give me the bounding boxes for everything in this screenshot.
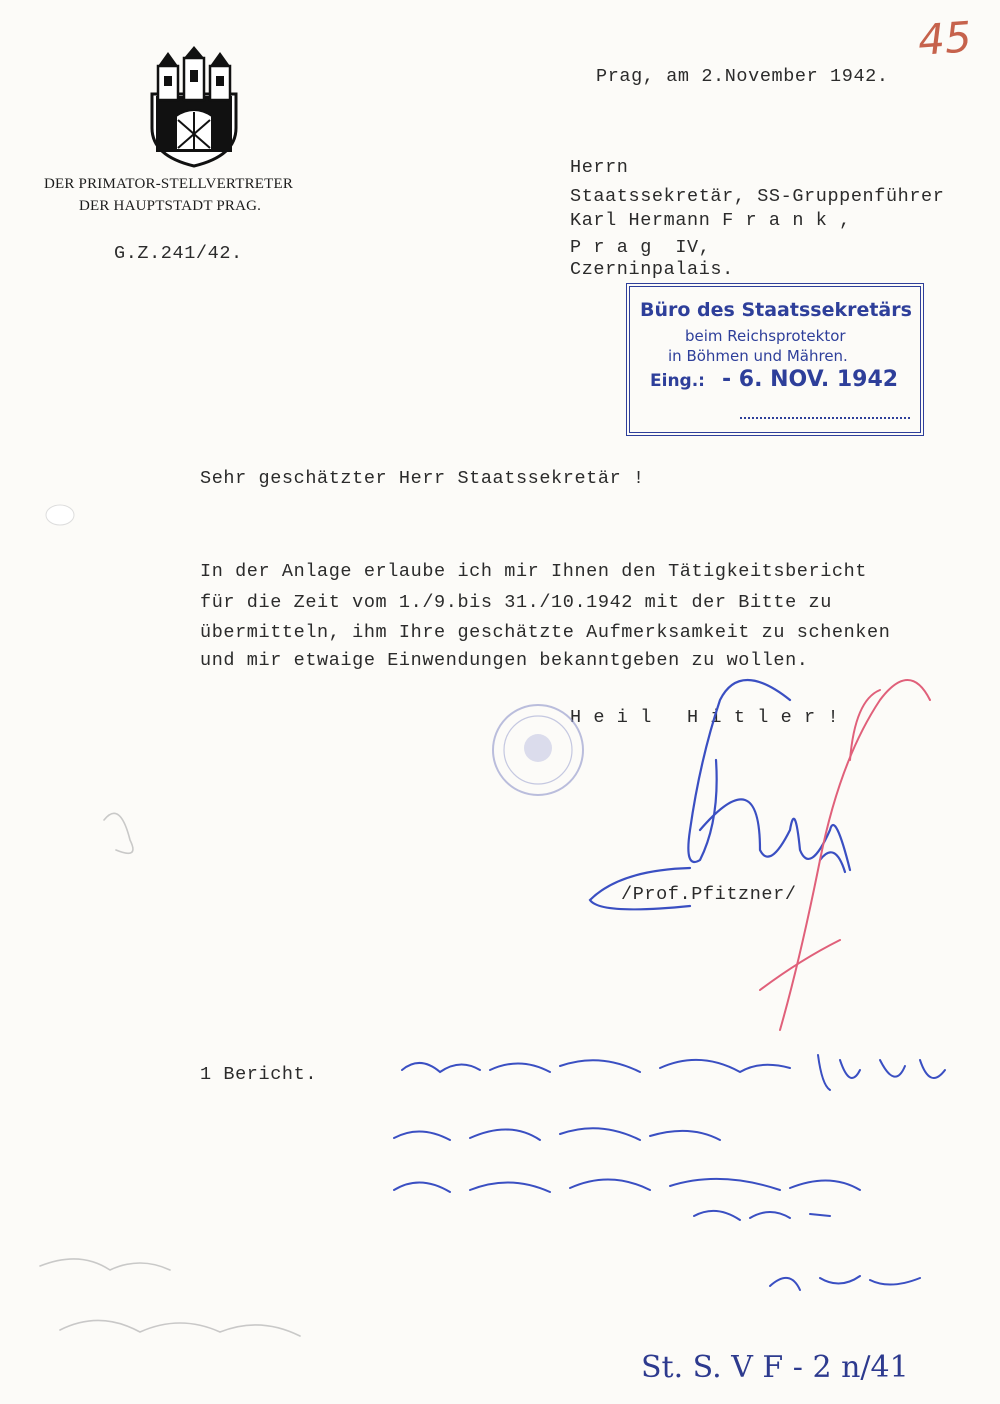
recipient-title: Staatssekretär, SS-Gruppenführer [570,186,945,207]
received-stamp [626,283,924,436]
punch-hole-icon [46,505,74,525]
reference-number: G.Z.241/42. [114,243,243,264]
date-line: Prag, am 2.November 1942. [596,66,889,87]
signer-name: /Prof.Pfitzner/ [621,884,797,905]
stamp-authority: beim Reichsprotektor [685,327,846,345]
recipient-city: P r a g IV, [570,237,711,258]
stamp-received-label: Eing.: [650,371,705,391]
closing-salute: H e i l H i t l e r ! [570,707,840,728]
letterhead-line-1: DER PRIMATOR-STELLVERTRETER [44,176,294,192]
body-line-2: für die Zeit vom 1./9.bis 31./10.1942 mit der Bitte zu [200,592,832,613]
handwritten-notes-icon [394,1055,945,1290]
red-pencil-mark-icon [760,680,930,1030]
greeting: Sehr geschätzter Herr Staatssekretär ! [200,468,645,489]
stamp-dotted-line [740,417,910,419]
letterhead-line-2: DER HAUPTSTADT PRAG. [79,198,262,214]
recipient-building: Czerninpalais. [570,259,734,280]
filing-mark: St. S. V F - 2 n/41 [641,1350,909,1385]
stamp-region: in Böhmen und Mähren. [668,347,848,365]
body-line-1: In der Anlage erlaube ich mir Ihnen den Tätigkeitsbericht [200,561,868,582]
prague-coat-of-arms-icon [148,46,240,168]
body-line-3: übermitteln, ihm Ihre geschätzte Aufmerksamkeit zu schenken [200,622,891,643]
stamp-received-date: - 6. NOV. 1942 [722,367,899,392]
page-number: 45 [916,12,974,65]
recipient-salutation: Herrn [570,157,629,178]
stamp-office: Büro des Staatssekretärs [640,299,912,321]
round-seal-stamp-icon [488,700,588,800]
body-line-4: und mir etwaige Einwendungen bekanntgeben zu wollen. [200,650,809,671]
recipient-name: Karl Hermann F r a n k , [570,210,851,231]
enclosure-note: 1 Bericht. [200,1064,318,1085]
